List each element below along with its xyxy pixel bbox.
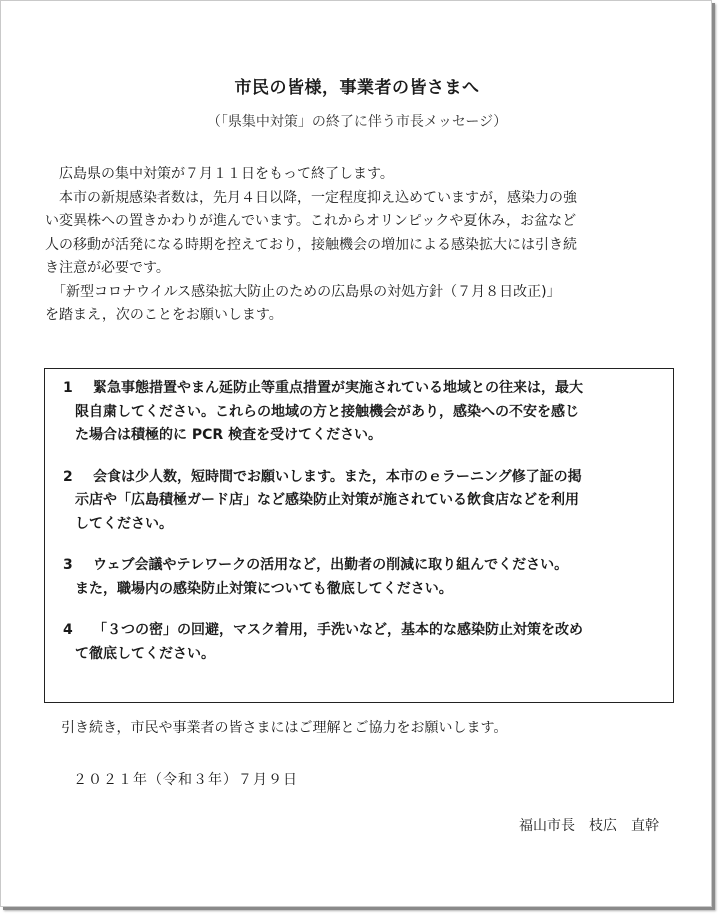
page-title: 市民の皆様，事業者の皆さまへ [234,78,480,98]
request-item-2: 2 会食は少人数，短時間でお願いします。また，本市のｅラーニング修了証の掲 示店や「広島積極ガード店」など感染防止対策が施されている飲食店などを利用 してください。 [63,466,655,537]
intro-paragraph-2 [45,187,671,281]
intro-paragraph-3 [45,281,671,328]
issue-date: ２０２１年（令和３年）７月９日 [73,772,298,788]
text-line: い変異株への置きかわりが進んでいます。これからオリンピックや夏休み，お盆など [45,213,577,229]
request-number: 3 [63,557,73,573]
closing-message: 引き続き，市民や事業者の皆さまにはご理解とご協力をお願いします。 [61,720,508,736]
page-subtitle: （「県集中対策」の終了に伴う市長メッセージ） [206,114,508,130]
text-line: 「新型コロナウイルス感染拡大防止のための広島県の対処方針（７月８日改正)」 [45,283,561,300]
intro-text [45,163,671,328]
request-number: 4 [63,622,73,638]
requests-box [44,368,674,703]
text-line: 人の移動が活発になる時期を控えており，接触機会の増加による感染拡大には引き続 [45,236,577,253]
request-item-1: 1 緊急事態措置やまん延防止等重点措置が実施されている地域との往来は，最大 限自粛してください。これらの地域の方と接触機会があり，感染への不安を感じ た場合は積極的に PCR 検査を受けてください。 [63,377,655,448]
text-line: 本市の新規感染者数は，先月４日以降，一定程度抑え込めていますが，感染力の強 [45,189,577,206]
text-line: を踏まえ，次のことをお願いします。 [45,307,283,323]
text-line: き注意が必要です。 [45,260,170,276]
intro-paragraph-1: 広島県の集中対策が７月１１日をもって終了します。 [59,166,394,182]
request-item-3: 3 ウェブ会議やテレワークの活用など，出勤者の削減に取り組んでください。 また，職場内の感染防止対策についても徹底してください。 [63,554,655,601]
mayor-signature: 福山市長 枝広 直幹 [519,818,659,834]
request-number: 2 [63,468,73,485]
request-number: 1 [63,380,73,396]
request-item-4: 4 「３つの密」の回避，マスク着用，手洗いなど，基本的な感染防止対策を改め て徹底してください。 [63,619,655,666]
